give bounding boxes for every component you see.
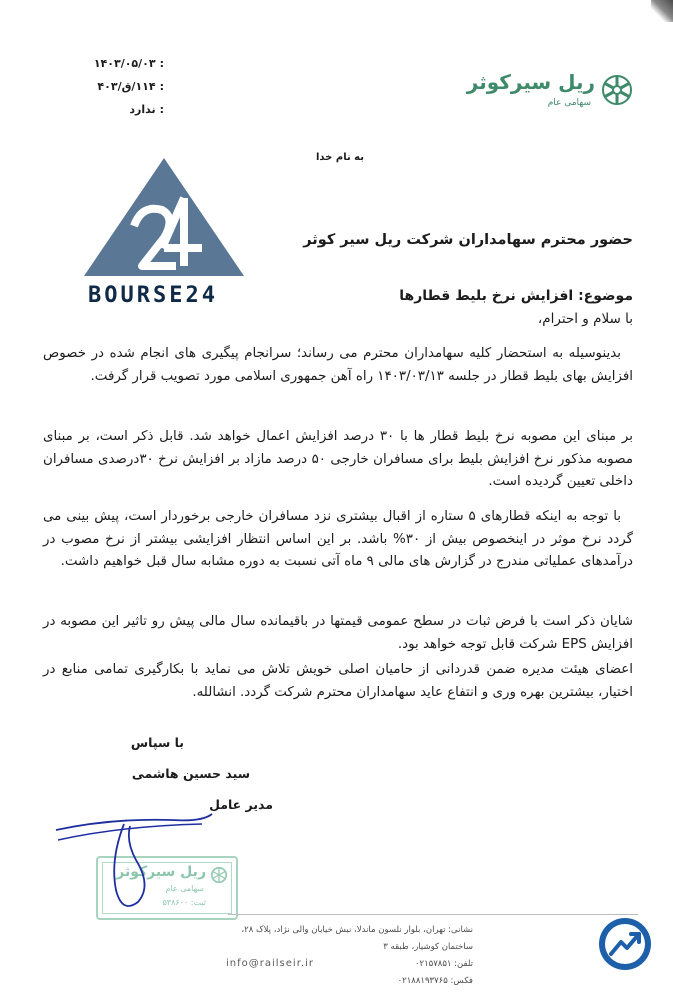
footer-phone: تلفن: ۰۲۱۵۷۸۵۱	[414, 959, 473, 969]
meta-attachment-row	[84, 98, 164, 121]
meta-number-row	[84, 75, 164, 98]
footer-fax: فکس: ۰۲۱۸۸۱۹۳۷۶۵	[397, 976, 473, 986]
meta-number: ۱۱۴/ق/۴۰۳	[97, 80, 156, 93]
letter-paragraph: بدینوسیله به استحضار کلیه سهامداران محترم می رساند؛ سرانجام پیگیری های انجام شده در خصوص افزایش بهای بلیط قطار در جلسه ۱۴۰۳/۰۳/۱۳ راه آهن جمهوری اسلامی مورد تصویب قرار گرفت.	[43, 346, 633, 384]
footer-email[interactable]: info@railseir.ir	[226, 958, 314, 969]
meta-separator: :	[159, 57, 164, 70]
stamp-logo-icon	[210, 866, 228, 884]
letter-paragraph: با توجه به اینکه قطارهای ۵ ستاره از اقبال بیشتری نزد مسافران خارجی برخوردار است، پیش بینی می گردد نرخ موثر در اینخصوص بیش از ۳۰% باشد. بر این اساس انتظار افزایشی بیشتر از نرخ مصوب در درآمدهای عملیاتی مندرج در گزارش های مالی ۹ ماه آتی نسبت به دوره مشابه سال قبل خواهیم داشت.	[43, 509, 633, 569]
meta-date-row	[84, 52, 164, 75]
signature-closing: با سپاس	[130, 735, 184, 750]
letter-greeting: با سلام و احترام،	[537, 311, 633, 327]
footer-building: ساختمان کوشیار، طبقه ۳	[383, 942, 473, 952]
stamp-subtitle: سهامی عام	[165, 884, 204, 893]
bourse24-triangle-icon	[84, 158, 244, 283]
trend-badge-icon	[597, 916, 653, 972]
signature-name: سید حسین هاشمی	[131, 766, 250, 781]
footer-address: نشانی: تهران، بلوار نلسون ماندلا، نبش خیابان والی نژاد، پلاک ۲۸،	[241, 925, 473, 935]
meta-date: ۱۴۰۳/۰۵/۰۳	[93, 57, 156, 70]
company-subtitle: سهامی عام	[547, 98, 591, 108]
footer-contact	[213, 922, 473, 990]
company-stamp	[96, 856, 238, 920]
signature-title: مدیر عامل	[209, 797, 273, 812]
bourse24-wordmark: BOURSE24	[88, 283, 218, 308]
meta-attachment: ندارد	[129, 103, 156, 116]
letter-subject: موضوع: افزایش نرخ بلیط قطارها	[399, 288, 633, 304]
company-logo	[466, 70, 633, 114]
letter-paragraph: بر مبنای این مصوبه نرخ بلیط قطار ها با ۳۰ درصد افزایش اعمال خواهد شد. قابل ذکر است، بر مبنای مصوبه مذکور نرخ افزایش بلیط برای مسافران خارجی ۵۰ درصد مازاد بر افزایش نرخ ۳۰درصدی مسافران داخلی تعیین گردیده است.	[43, 429, 633, 489]
green-leaf-logo-icon	[601, 74, 633, 106]
letter-addressee: حضور محترم سهامداران شرکت ریل سیر کوثر	[303, 232, 633, 248]
stamp-name: ریل سیرکوثر	[116, 864, 206, 880]
letter-paragraph: شایان ذکر است با فرض ثبات در سطح عمومی قیمتها در باقیمانده سال مالی پیش رو تاثیر این مصوبه در افزایش EPS شرکت قابل توجه خواهد بود.	[43, 614, 633, 652]
meta-separator: :	[159, 80, 164, 93]
stamp-registration: ثبت: ۵۳۸۶۰۰	[162, 898, 206, 907]
letter-meta	[84, 52, 164, 121]
letter-paragraph: اعضای هیئت مدیره ضمن قدردانی از حامیان اصلی خویش تلاش می نماید با بکارگیری تمامی منابع در اختیار، بیشترین بهره وری و انتفاع عاید سهامداران محترم شرکت گردد. انشالله.	[43, 662, 633, 700]
company-name: ریل سیرکوثر	[466, 70, 595, 94]
meta-separator: :	[159, 103, 164, 116]
footer-divider	[228, 914, 638, 915]
bismillah: به نام خدا	[315, 152, 365, 163]
page-corner-shadow	[651, 0, 673, 22]
